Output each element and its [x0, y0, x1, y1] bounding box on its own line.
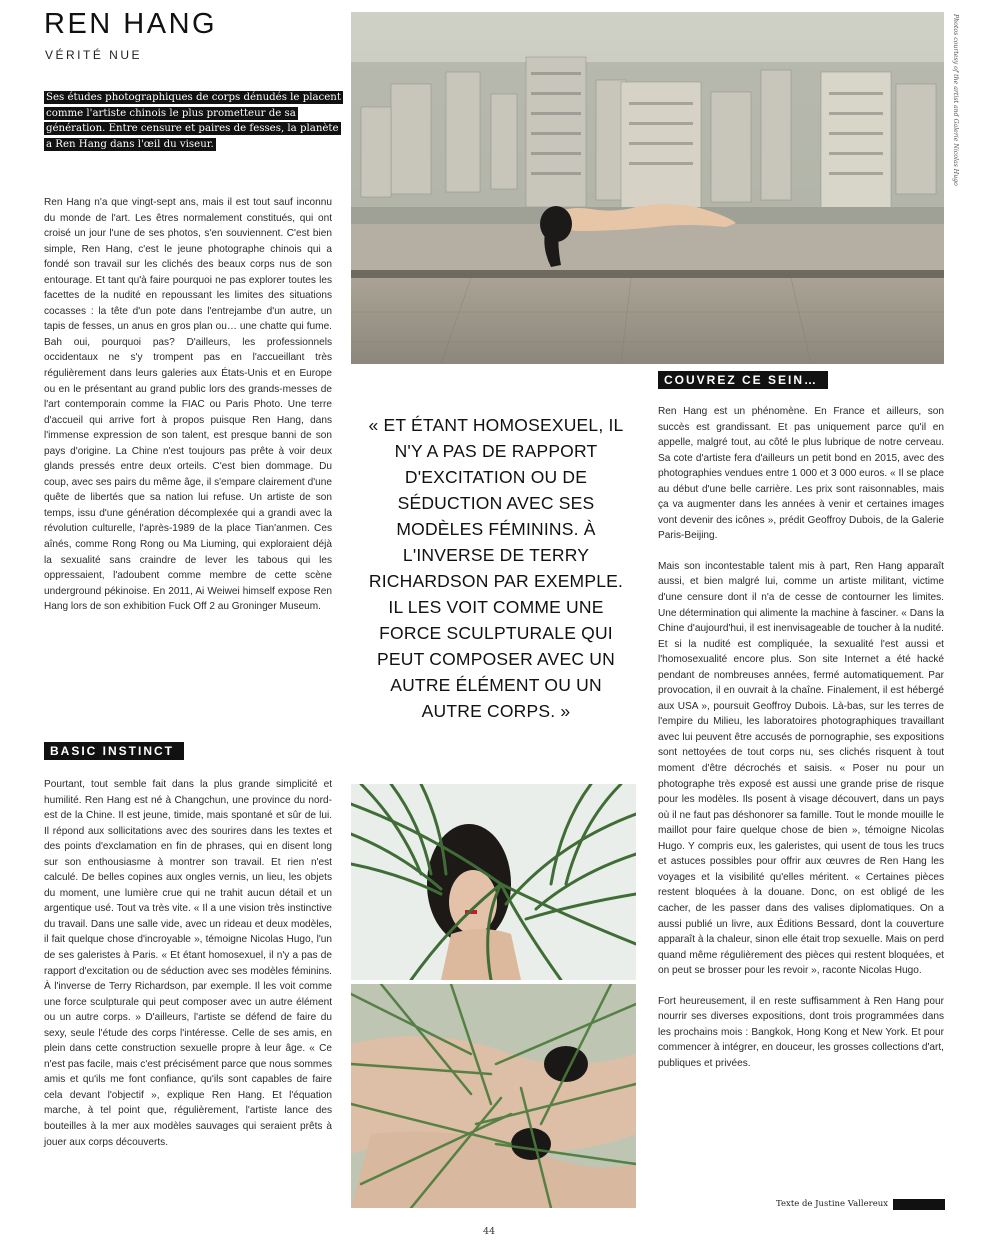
photo-credit: [949, 14, 961, 222]
rooftop-photo: [351, 12, 944, 364]
section-heading-basic-instinct: BASIC INSTINCT: [44, 742, 184, 760]
section-heading-couvrez-ce-sein: COUVREZ CE SEIN…: [658, 371, 828, 389]
article-subtitle: VÉRITÉ NUE: [45, 48, 143, 62]
body-paragraph: Ren Hang n'a que vingt-sept ans, mais il est tout sauf inconnu du monde de l'art. Les êtres normalement constitués, qui ont croisé un jour l'une de ses photos, s'en souviennent. C'est bien simple, Ren Hang, c'est le jeune photographe chinois qui a fondé son travail sur les clichés des beaux corps nus de son entourage. Et tant qu'à faire pourquoi ne pas explorer toutes les facettes de la nudité en repoussant les limites des situations cocasses : la tête d'un pote dans l'entrejambe d'un autre, un tapis de fesses, un anus en gros plan ou… une chatte qui fume. Bah oui, pourquoi pas? D'ailleurs, les professionnels occidentaux ne s'y trompent pas en l'accueillant très régulièrement dans leurs galeries aux États-Unis et en Europe ou en le présentant au grand public lors des grands-messes de l'art contemporain comme la FIAC ou Paris Photo. Une terre d'accueil qui arrive fort à propos puisque Ren Hang, dans l'immense expression de son talent, est presque banni de son pays d'origine. La Chine n'est toujours pas prête à voir deux glands pressés entre deux orteils. C'est bien dommage. Du coup, avec ses pairs du même âge, il s'empare clairement d'une quête de libertés que sa nation lui refuse. Un artiste de son temps, issu d'une génération décomplexée qui a grandi avec la révolution culturelle, l'après-1989 de la place Tian'anmen. Ces aînés, comme Rong Rong ou Ma Liuming, qui exploraient déjà la sexualité sans craindre de lever les tabous qui les oppressaient, l'adoubent comme membre de cette scène underground pékinoise. En 2011, Ai Weiwei himself expose Ren Hang lors de son exhibition Fuck Off 2 au Groninger Museum.: [44, 197, 332, 613]
body-column-1: [44, 195, 332, 615]
article-lede: [44, 90, 344, 152]
grass-models-photo: [351, 984, 636, 1208]
article-title: REN HANG: [44, 8, 218, 40]
author-credit: Texte de Justine Vallereux: [776, 1199, 888, 1209]
body-column-3: [658, 404, 944, 1071]
lede-text: Ses études photographiques de corps dénudés le placent comme l'artiste chinois le plus prometteur de sa génération. Entre censure et paires de fesses, la planète a Ren Hang dans l'œil du viseur.: [46, 92, 341, 150]
body-paragraph: Pourtant, tout semble fait dans la plus grande simplicité et humilité. Ren Hang est né à Changchun, une province du nord-est de la Chine. Il est jeune, timide, mais spontané et sûr de lui. Il répond aux sollicitations avec des sourires dans les textes et des points d'exclamation en fin de phrases, qui en disent long sur son enthousiasme à montrer son travail. Et rien n'est calculé. De belles copines aux ongles vernis, un lieu, les objets du moment, une lumière crue qui ne trahit aucun détail et un argentique usé. Tout va très vite. « Il a une vision très instinctive du travail. Dans une salle vide, avec un rideau et deux modèles, il fait quelque chose d'incroyable », témoigne Nicolas Hugo, l'un de ses galeristes à Paris. « Et étant homosexuel, il n'y a pas de rapport d'excitation ou de séduction avec ses modèles féminins. À l'inverse de Terry Richardson, par exemple. Il les voit comme une force sculpturale qui peut composer avec un autre élément ou un autre corps. » D'ailleurs, l'artiste se défend de faire du sexy, seule l'étude des corps l'intéresse. Celle de ses amis, en plein dans cette construction sexuelle propre à leur âge. « Ce n'est pas facile, mais c'est précisément parce que nous sommes amis et qu'ils me font confiance, qu'ils sont capables de faire cela devant l'objectif », explique Ren Hang. Et l'équation marche, à tel point que, régulièrement, l'artiste lance des bouteilles à la mer aux modèles sauvages qui seraient prêts à jouer aux corps découverts.: [44, 779, 332, 1148]
photo-credit-text: Photos courtesy of the artist and Galerie Nicolas Hugo: [952, 14, 959, 186]
palm-leaves-photo: [351, 784, 636, 980]
author-credit-bar: [893, 1199, 945, 1210]
body-column-1-bottom: [44, 777, 332, 1150]
pull-quote: « ET ÉTANT HOMOSEXUEL, IL N'Y A PAS DE RAPPORT D'EXCITATION OU DE SÉDUCTION AVEC SES MODÈLES FÉMININS. À L'INVERSE DE TERRY RICHARDSON PAR EXEMPLE. IL LES VOIT COMME UNE FORCE SCULPTURALE QUI PEUT COMPOSER AVEC UN AUTRE ÉLÉMENT OU UN AUTRE CORPS. »: [368, 415, 624, 721]
body-paragraph: Mais son incontestable talent mis à part, Ren Hang apparaît aussi, et bien malgré lui, comme un artiste militant, victime d'une censure dont il n'a de cesse de contourner les limites. Une détermination qui alimente la machine à fasciner. « Dans la Chine d'aujourd'hui, il est inenvisageable de toucher à la nudité. Et si la nudité est compliquée, la sexualité l'est aussi et l'homosexualité encore plus. Son site Internet a été hacké pendant de nombreuses années, fermé automatiquement. Par provocation, il en ouvrait à la chaîne. Finalement, il est hébergé aux USA », poursuit Geoffroy Dubois. Là-bas, sur les terres de l'empire du Milieu, les laboratoires photographiques travaillant avec lui peuvent être accusés de pornographie, ses expositions sont nettoyées de tout corps nu, ses clichés risquent à tout moment d'être décrochés et saisis. « Poser nu pour un photographe très exposé est aussi une grande prise de risque pour les modèles. Ils posent à visage découvert, dans un pays où il ne faut pas déshonorer sa famille. Tout le monde mouille le maillot pour faire quelque chose de bien », témoigne Nicolas Hugo. Y compris eux, les galeristes, qui usent de tous les trucs et astuces possibles pour offrir aux œuvres de Ren Hang les voyages et la visibilité qu'elles méritent. « Certaines pièces restent bloquées à la douane. Donc, on est obligé de les cacher, de les passer dans des valises diplomatiques. On a aussi publié un livre, aux Éditions Bessard, dont la couverture apparaît à la chaleur, sinon elle était trop sexuelle. Mais on perd quand même régulièrement des pièces qui restent bloquées, et on peut se brosser pour les revoir », raconte Nicolas Hugo.: [658, 560, 944, 977]
body-paragraph: Ren Hang est un phénomène. En France et ailleurs, son succès est grandissant. Et pas uniquement parce qu'il en appelle, malgré tout, au côté le plus lubrique de notre cerveau. Sa cote d'artiste fera d'ailleurs un petit bond en 2015, avec des photographies vendues entre 1 000 et 3 000 euros. « Il se place au début d'une belle carrière. Les prix sont raisonnables, mais ça va augmenter dans les années à venir et certaines images vont devenir des icônes », prédit Geoffroy Dubois, de la Galerie Paris-Beijing.: [658, 406, 944, 542]
body-paragraph: Fort heureusement, il en reste suffisamment à Ren Hang pour nourrir ses diverses expositions, dont trois programmées dans les prochains mois : Bangkok, Hong Kong et New York. Et pour commencer à intégrer, en douceur, les grosses collections d'art, publiques et privées.: [658, 995, 944, 1069]
page-number: 44: [483, 1226, 496, 1237]
